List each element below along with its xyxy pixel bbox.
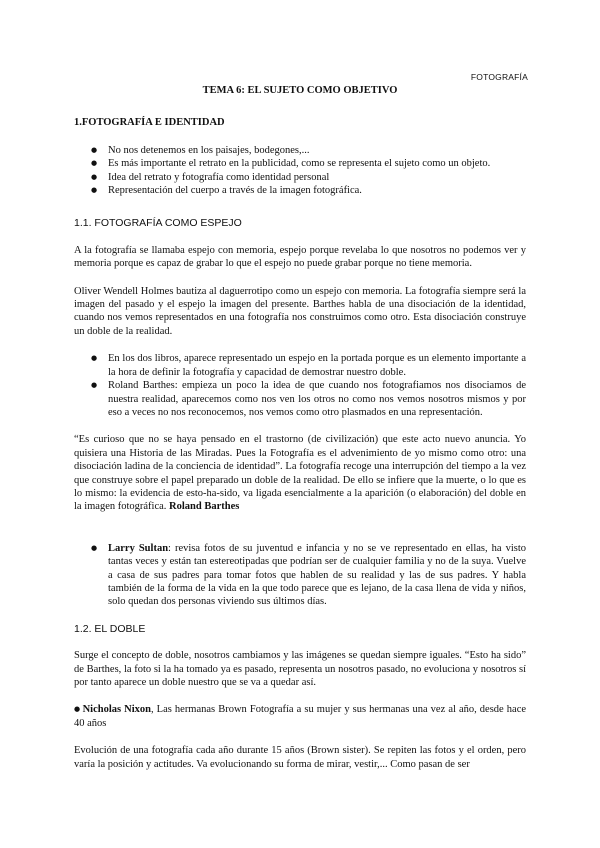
list-item: ● No nos detenemos en los paisajes, bodegones,... (74, 144, 526, 157)
page-title: TEMA 6: EL SUJETO COMO OBJETIVO (202, 85, 398, 96)
quote-text: “Es curioso que no se haya pensado en el trastorno (de civilización) que este acto nuevo anuncia. Yo quisiera una Historia de las Miradas. Pues la Fotografía es el advenimiento de yo mismo como otro: una disociación ladina de la conciencia de identidad”. La fotografía recoge una interrupción del tiempo a la vez que construye sobre el papel preparado un doble de la realidad. De ello se infiere que la muerte, o lo que es lo mismo: la evidencia de esto-ha-sido, va ligada esencialmente a la aparición (o elaboración) del doble en la imagen fotográfica. (74, 434, 526, 513)
list-item: ● Idea del retrato y fotografía como identidad personal (74, 171, 526, 184)
paragraph-espejo-memoria: A la fotografía se llamaba espejo con memoria, espejo porque revelaba lo que nosotros no podemos ver y memoria porque es capaz de grabar lo que el espejo no puede grabar porque no tiene memoria. (74, 244, 526, 270)
bullet-list-identidad (74, 144, 526, 198)
quote-author: Roland Barthes (169, 501, 240, 513)
bullet-icon: ● (74, 705, 81, 714)
header-label: FOTOGRAFÍA (470, 72, 528, 82)
section-heading-doble: 1.2. EL DOBLE (74, 622, 146, 635)
paragraph-holmes: Oliver Wendell Holmes bautiza al daguerrotipo como un espejo con memoria. La fotografía siempre será la imagen del pasado y el espejo la imagen del presente. Barthes habla de una disociación de la identidad, cuando nos vemos representados en una fotografía nos construimos como otro. Esta disociación construye un doble de la realidad. (74, 285, 526, 337)
list-item: ● Es más importante el retrato en la publicidad, como se representa el sujeto como un objeto. (74, 157, 526, 170)
bullet-list-espejo (74, 352, 526, 419)
section-heading-identidad: 1.FOTOGRAFÍA E IDENTIDAD (74, 117, 225, 129)
bullet-list-sultan (74, 542, 526, 609)
paragraph-evolucion: Evolución de una fotografía cada año durante 15 años (Brown sister). Se repiten las fotos y el orden, pero varía la posición y actitudes. Va evolucionando su forma de mirar, vestir,... Como pasan de ser (74, 745, 526, 770)
section-heading-espejo: 1.1. FOTOGRAFÍA COMO ESPEJO (74, 217, 242, 230)
list-item (74, 542, 526, 609)
paragraph-nixon (74, 703, 526, 730)
sultan-name: Larry Sultan (108, 542, 169, 554)
barthes-quote (74, 433, 526, 513)
list-item: ● En los dos libros, aparece representado un espejo en la portada porque es un elemento importante a la hora de definir la fotografía y capacidad de demostrar nuestro doble. (74, 352, 526, 379)
list-item: ● Roland Barthes: empieza un poco la idea de que cuando nos fotografiamos nos disociamos de nuestra realidad, aparecemos como nos ven los otros no como nos vemos nosotros mismos y por eso a veces no nos reconocemos, nos vemos como otro plasmados en una representación. (74, 379, 526, 419)
document-content (74, 84, 526, 771)
paragraph-doble: Surge el concepto de doble, nosotros cambiamos y las imágenes se quedan siempre iguales. “Esto ha sido” de Barthes, la foto si la ha tomado ya es pasado, representa un nosotros pasado, no evoluciona y nosotros sí por tanto aparece un doble nuestro que se va a quedar así. (74, 650, 526, 688)
list-item: ● Representación del cuerpo a través de la imagen fotográfica. (74, 184, 526, 197)
sultan-text: : revisa fotos de su juventud e infancia y no se ve representado en ellas, ha visto tantas veces y están tan estereotipadas que podrían ser de cualquier familia y no de la suya. Vuelve a casa de sus padres para tomar fotos que hablen de su realidad y las de sus padres. Y habla también de la forma de la vida en la que todo parece que es lejano, de la casa llena de vida y niños, solo quedan dos personas viviendo sus últimos días. (108, 542, 526, 608)
nixon-name: Nicholas Nixon (82, 704, 151, 716)
nixon-text: , Las hermanas Brown Fotografía a su mujer y sus hermanas una vez al año, desde hace 40 años (74, 704, 527, 729)
